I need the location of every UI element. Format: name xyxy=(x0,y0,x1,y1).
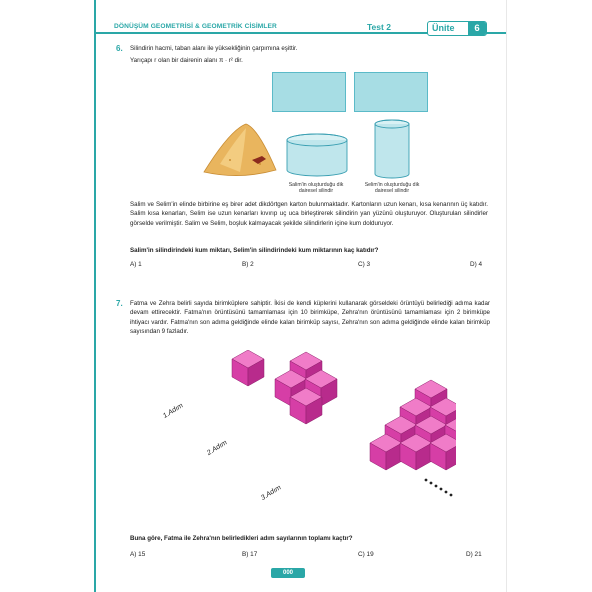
unit-badge xyxy=(427,21,487,36)
test-label: Test 2 xyxy=(361,22,397,32)
unit-label: Ünite xyxy=(432,23,455,33)
selim-cylinder xyxy=(372,118,412,182)
question-7-paragraph: Fatma ve Zehra belirli sayıda birimküplere sahiptir. İkisi de kendi küplerini kullanarak görseldeki örüntüyü belirlediği adıma kadar devam ettirecektir. Fatma'nın örüntüsünü tamamlaması için 10 birimküpe, Zehra'nın örüntüsünü tamamlaması için 2 birimküpe ihtiyacı vardır. Fatma'nın son adıma geldiğinde elinde kalan birimküp sayısı, Zehra'nın son adıma geldiğinde elinde kalan birimküp sayısından 9 fazladır. xyxy=(130,300,490,336)
selim-cylinder-caption: Selim'in oluşturduğu dik dairesel silindir xyxy=(364,182,420,195)
sand-pile-illustration xyxy=(200,120,280,182)
question-6-prompt: Salim'in silindirindeki kum miktarı, Selim'in silindirindeki kum miktarının kaç katıdır? xyxy=(130,247,379,254)
q6-choice-c[interactable]: C) 3 xyxy=(358,261,371,268)
q6-choice-b[interactable]: B) 2 xyxy=(242,261,254,268)
question-6-number: 6. xyxy=(116,44,123,53)
cardboard-rectangle-2 xyxy=(354,72,428,112)
question-7-prompt: Buna göre, Fatma ile Zehra'nın belirledikleri adım sayılarının toplamı kaçtır? xyxy=(130,535,353,542)
cube-pattern-illustration xyxy=(156,350,456,520)
q7-choice-d[interactable]: D) 21 xyxy=(466,551,482,558)
continuation-dot xyxy=(430,482,433,485)
q7-choice-a[interactable]: A) 15 xyxy=(130,551,146,558)
section-title: DÖNÜŞÜM GEOMETRİSİ & GEOMETRİK CİSİMLER xyxy=(114,23,281,30)
q6-choice-d[interactable]: D) 4 xyxy=(470,261,483,268)
continuation-dot xyxy=(450,494,453,497)
q6-choice-a[interactable]: A) 1 xyxy=(130,261,142,268)
unit-number: 6 xyxy=(468,22,486,35)
cardboard-rectangle-1 xyxy=(272,72,346,112)
step-3-label: 3.Adım xyxy=(260,484,283,502)
continuation-dot xyxy=(435,485,438,488)
question-7-number: 7. xyxy=(116,299,123,308)
question-6-paragraph: Salim ve Selim'in elinde birbirine eş birer adet dikdörtgen karton bulunmaktadır. Kartonların uzun kenarı, kısa kenarının üç katıdır. Salim kısa kenarları, Selim ise uzun kenarları kıvırıp uç uca birleştirerek silindirin yan yüzünü oluşturuyor. Oluşturulan silindirler görselde verilmiştir. Salim ve Selim, boşluk kalmayacak şekilde silindirlerin içine kum dolduruyor. xyxy=(130,201,488,227)
step-1-cube xyxy=(232,350,264,386)
salim-cylinder xyxy=(284,132,350,180)
worksheet-page xyxy=(94,0,507,592)
continuation-dot xyxy=(445,491,448,494)
page-number: 000 xyxy=(271,568,305,578)
q7-choice-b[interactable]: B) 17 xyxy=(242,551,258,558)
question-6-line1: Silindirin hacmi, taban alanı ile yüksekliğinin çarpımına eşittir. xyxy=(130,45,298,52)
page-header xyxy=(96,21,506,39)
continuation-dot xyxy=(440,488,443,491)
salim-cylinder-caption: Salim'in oluşturduğu dik dairesel silindir xyxy=(288,182,344,195)
continuation-dot xyxy=(425,479,428,482)
question-6-line2: Yarıçapı r olan bir dairenin alanı π · r² dir. xyxy=(130,57,243,64)
q7-choice-c[interactable]: C) 19 xyxy=(358,551,374,558)
step-2-label: 2.Adım xyxy=(206,439,229,457)
step-1-label: 1.Adım xyxy=(162,402,185,420)
